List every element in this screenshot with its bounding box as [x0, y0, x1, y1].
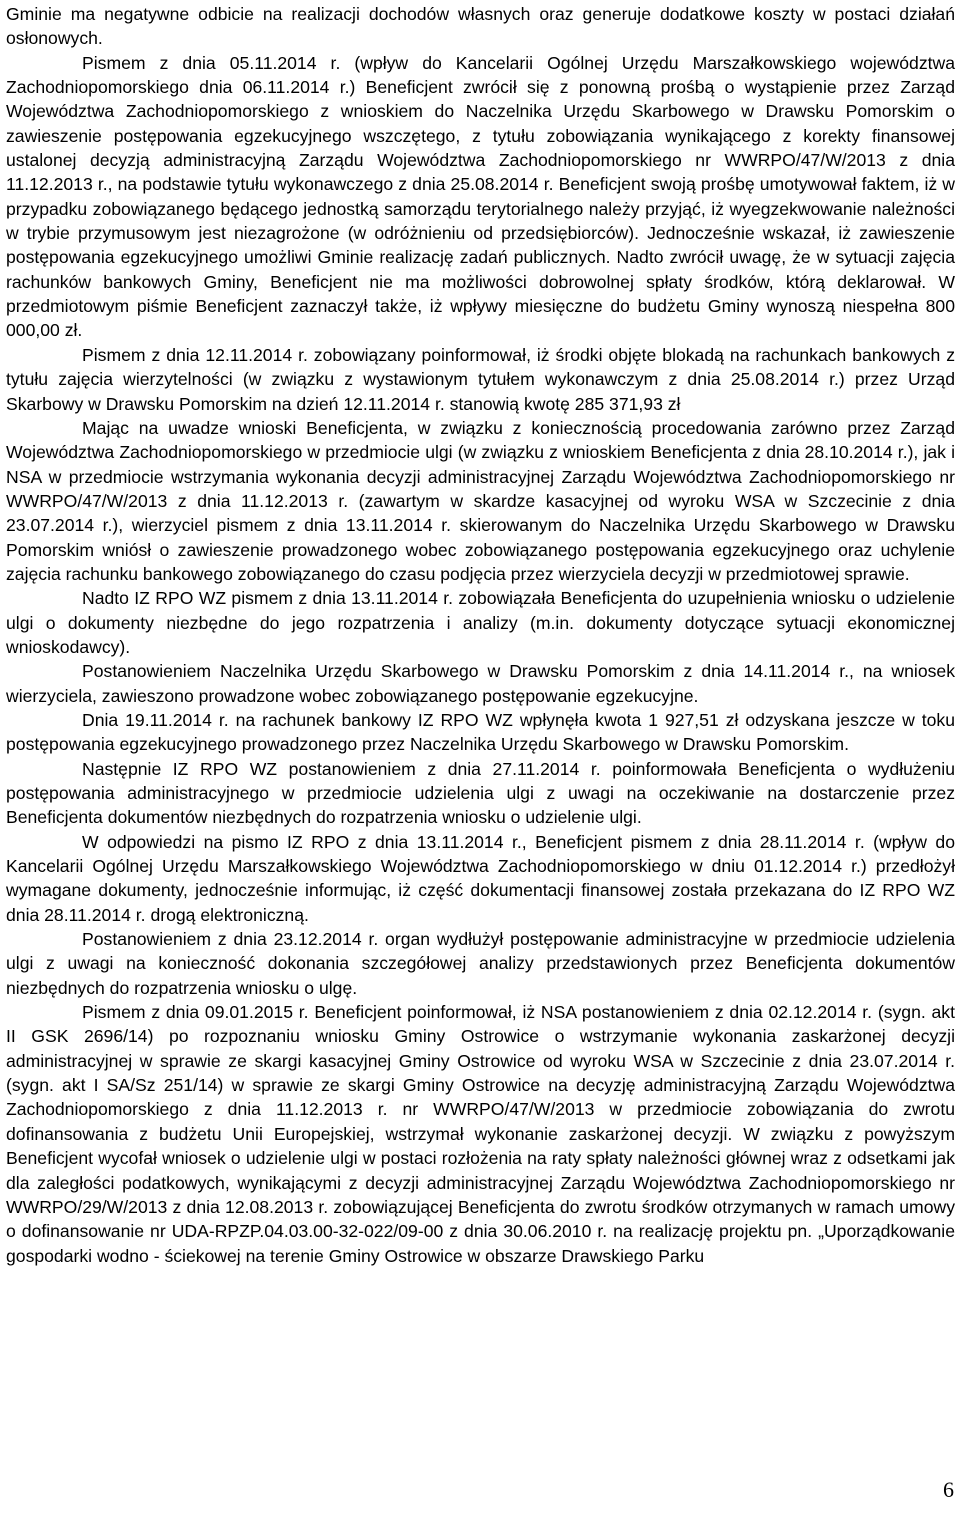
document-page [6, 2, 955, 1268]
paragraph-intro-continuation: Gminie ma negatywne odbicie na realizacji dochodów własnych oraz generuje dodatkowe koszty w postaci działań osłonowych. [6, 4, 955, 49]
paragraph-tax-office-decision: Postanowieniem Naczelnika Urzędu Skarbowego w Drawsku Pomorskim z dnia 14.11.2014 r., na wniosek wierzyciela, zawieszono prowadzone wobec zobowiązanego postępowanie egzekucyjne. [6, 661, 955, 706]
paragraph-documents-submitted: W odpowiedzi na pismo IZ RPO z dnia 13.11.2014 r., Beneficjent pismem z dnia 28.11.2014 r. (wpływ do Kancelarii Ogólnej Urzędu Marszałkowskiego Województwa Zachodniopomorskiego w dniu 01.12.2014 r.) przedłożył wymagane dokumenty, jednocześnie informując, iż część dokumentacji finansowej została przekazana do IZ RPO WZ dnia 28.11.2014 r. drogą elektroniczną. [6, 831, 955, 925]
paragraph-letter-12-11-2014: Pismem z dnia 12.11.2014 r. zobowiązany poinformował, iż środki objęte blokadą na rachunkach bankowych z tytułu zajęcia wierzytelności (w związku z wystawionym tytułem wykonawczym z dnia 25.08.2014 r.) przez Urząd Skarbowy w Drawsku Pomorskim na dzień 12.11.2014 r. stanowią kwotę 285 371,93 zł [6, 344, 955, 414]
page-number: 6 [943, 1477, 954, 1502]
paragraph-payment-received: Dnia 19.11.2014 r. na rachunek bankowy IZ RPO WZ wpłynęła kwota 1 927,51 zł odzyskana jeszcze w toku postępowania egzekucyjnego prowadzonego przez Naczelnika Urzędu Skarbowego w Drawsku Pomorskim. [6, 709, 955, 755]
paragraph-letter-05-11-2014: Pismem z dnia 05.11.2014 r. (wpływ do Kancelarii Ogólnej Urzędu Marszałkowskiego województwa Zachodniopomorskiego dnia 06.11.2014 r.) Beneficjent zwrócił się z ponowną prośbą o wystąpienie przez Zarząd Województwa Zachodniopomorskiego z wnioskiem do Naczelnika Urzędu Skarbowego w Drawsku Pomorskim o zawieszenie postępowania egzekucyjnego wszczętego, z tytułu zobowiązania wynikającego z korekty finansowej ustalonej decyzją administracyjną Zarządu Województwa Zachodniopomorskiego nr WWRPO/47/W/2013 z dnia 11.12.2013 r., na podstawie tytułu wykonawczego z dnia 25.08.2014 r. Beneficjent swoją prośbę umotywował faktem, iż w przypadku zobowiązanego będącego jednostką samorządu terytorialnego należy przyjąć, iż wyegzekwowanie należności w trybie przymusowym jest niezagrożone (w odróżnieniu od przedsiębiorców). Jednocześnie wskazał, iż zawieszenie postępowania egzekucyjnego umożliwi Gminie realizację zadań publicznych. Nadto zwrócił uwagę, że w sytuacji zajęcia rachunków bankowych Gminy, Beneficjent nie ma możliwości dobrowolnej spłaty środków, którą deklarował. W przedmiotowym piśmie Beneficjent zaznaczył także, iż wpływy miesięczne do budżetu Gminy wynoszą niespełna 800 000,00 zł. [6, 52, 955, 341]
paragraph-nsa-decision: Pismem z dnia 09.01.2015 r. Beneficjent poinformował, iż NSA postanowieniem z dnia 02.12.2014 r. (sygn. akt II GSK 2696/14) po rozpoznaniu wniosku Gminy Ostrowice o wstrzymanie wykonania zaskarżonej decyzji administracyjnej w sprawie ze skargi kasacyjnej Gminy Ostrowice od wyroku WSA w Szczecinie z dnia 23.07.2014 r. (sygn. akt I SA/Sz 251/14) w sprawie ze skargi Gminy Ostrowice na decyzję administracyjną Zarządu Województwa Zachodniopomorskiego z dnia 11.12.2013 r. nr WWRPO/47/W/2013 w przedmiocie zobowiązania do zwrotu dofinansowania z budżetu Unii Europejskiej, wstrzymał wykonanie zaskarżonej decyzji. W związku z powyższym Beneficjent wycofał wniosek o udzielenie ulgi w postaci rozłożenia na raty spłaty należności głównej wraz z odsetkami jak dla zaległości podatkowych, wynikającymi z decyzji administracyjnej Zarządu Województwa Zachodniopomorskiego nr WWRPO/29/W/2013 z dnia 12.08.2013 r. zobowiązującej Beneficjenta do zwrotu środków otrzymanych w ramach umowy o dofinansowanie nr UDA-RPZP.04.03.00-32-022/09-00 z dnia 30.06.2010 r. na realizację projektu pn. „Uporządkowanie gospodarki wodno - ściekowej na terenie Gminy Ostrowice w obszarze Drawskiego Parku [6, 1002, 955, 1266]
paragraph-iz-rpo-request: Nadto IZ RPO WZ pismem z dnia 13.11.2014 r. zobowiązała Beneficjenta do uzupełnienia wniosku o udzielenie ulgi o dokumenty niezbędne do jego rozpatrzenia i analizy (m.in. dokumenty dotyczące sytuacji ekonomicznej wnioskodawcy). [6, 588, 955, 657]
paragraph-decision-23-12-2014: Postanowieniem z dnia 23.12.2014 r. organ wydłużył postępowanie administracyjne w przedmiocie udzielenia ulgi z uwagi na konieczność dokonania szczegółowej analizy przedstawionych przez Beneficjenta dokumentów niezbędnych do rozpatrzenia wniosku o ulgę. [6, 929, 955, 998]
paragraph-creditor-request: Mając na uwadze wnioski Beneficjenta, w związku z koniecznością procedowania zarówno przez Zarząd Województwa Zachodniopomorskiego w przedmiocie ulgi (w związku z wnioskiem Beneficjenta z dnia 28.10.2014 r.), jak i NSA w przedmiocie wstrzymania wykonania decyzji administracyjnej Zarządu Województwa Zachodniopomorskiego nr WWRPO/47/W/2013 z dnia 11.12.2013 r. (zawartym w skardze kasacyjnej od wyroku WSA w Szczecinie z dnia 23.07.2014 r.), wierzyciel pismem z dnia 13.11.2014 r. skierowanym do Naczelnika Urzędu Skarbowego w Drawsku Pomorskim wniósł o zawieszenie prowadzonego wobec zobowiązanego postępowania egzekucyjnego oraz uchylenie zajęcia rachunku bankowego zobowiązanego do czasu podjęcia przez wierzyciela decyzji w przedmiotowej sprawie. [6, 417, 955, 584]
paragraph-procedure-extension: Następnie IZ RPO WZ postanowieniem z dnia 27.11.2014 r. poinformowała Beneficjenta o wydłużeniu postępowania administracyjnego w przedmiocie udzielenia ulgi z uwagi na oczekiwanie na dostarczenie przez Beneficjenta dokumentów niezbędnych do rozpatrzenia wniosku o udzielenie ulgi. [6, 758, 955, 828]
